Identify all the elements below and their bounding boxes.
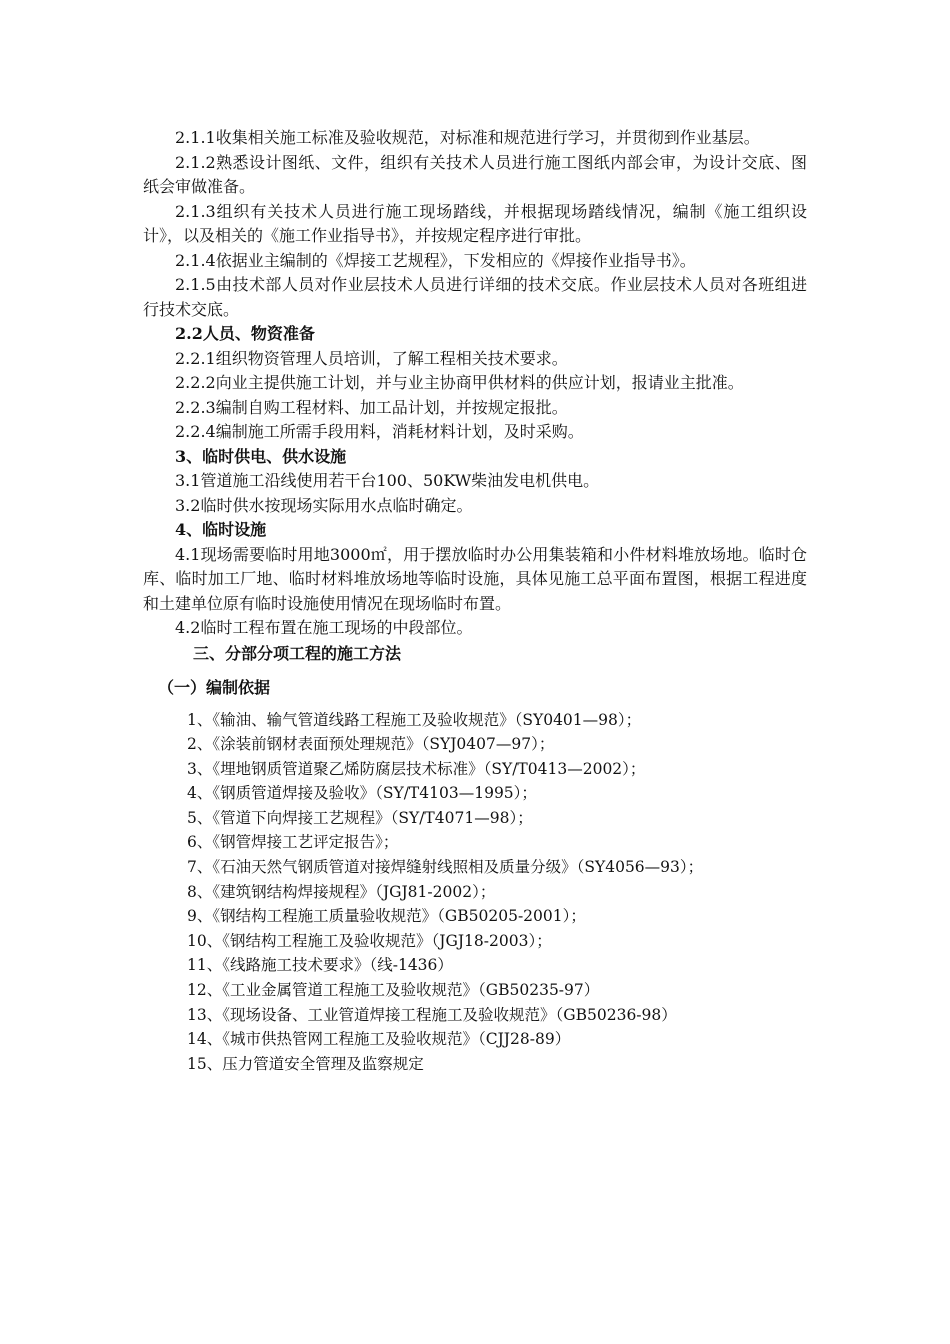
paragraph-3-2: 3.2临时供水按现场实际用水点临时确定。: [175, 495, 473, 515]
paragraph-2-2-2: 2.2.2向业主提供施工计划，并与业主协商甲供材料的供应计划，报请业主批准。: [175, 373, 744, 392]
list-item: 14、《城市供热管网工程施工及验收规范》（CJJ28-89）: [187, 1030, 571, 1049]
list-item: 4、《钢质管道焊接及验收》（SY/T4103—1995）；: [187, 784, 537, 803]
list-item: 8、《建筑钢结构焊接规程》（JGJ81-2002）；: [187, 882, 496, 901]
part-title: 三、分部分项工程的施工方法: [193, 643, 402, 663]
list-item: 15、压力管道安全管理及监察规定: [187, 1054, 424, 1073]
paragraph-2-1-3: 2.1.3组织有关技术人员进行施工现场踏线，并根据现场踏线情况，编制《施工组织设计》，以及相关的《施工作业指导书》，并按规定程序进行审批。: [143, 201, 807, 245]
list-item: 5、《管道下向焊接工艺规程》（SY/T4071—98）；: [187, 808, 533, 827]
paragraph-2-2-1: 2.2.1组织物资管理人员培训，了解工程相关技术要求。: [175, 348, 568, 368]
list-item: 1、《输油、输气管道线路工程施工及验收规范》（SY0401—98）；: [187, 710, 642, 729]
heading-3: 3、临时供电、供水设施: [175, 446, 347, 466]
paragraph-2-2-3: 2.2.3编制自购工程材料、加工品计划，并按规定报批。: [175, 397, 568, 417]
heading-2-2: 2.2人员、物资准备: [175, 324, 315, 343]
list-item: 2、《涂装前钢材表面预处理规范》（SYJ0407—97）；: [187, 735, 555, 754]
list-item: 10、《钢结构工程施工及验收规范》（JGJ18-2003）；: [187, 931, 552, 950]
reference-list: [143, 708, 807, 1077]
paragraph-4-1: 4.1现场需要临时用地3000㎡，用于摆放临时办公用集装箱和小件材料堆放场地。临时仓库、临时加工厂地、临时材料堆放场地等临时设施，具体见施工总平面布置图，根据工程进度和土建单位原有临时设施使用情况在现场临时布置。: [143, 544, 807, 613]
list-item: 11、《线路施工技术要求》（线-1436）: [187, 956, 453, 975]
paragraph-4-2: 4.2临时工程布置在施工现场的中段部位。: [175, 618, 473, 637]
paragraph-3-1: 3.1管道施工沿线使用若干台100、50KW柴油发电机供电。: [175, 471, 600, 490]
paragraph-2-1-5: 2.1.5由技术部人员对作业层技术人员进行详细的技术交底。作业层技术人员对各班组进行技术交底。: [143, 275, 807, 319]
list-item: 6、《钢管焊接工艺评定报告》；: [187, 833, 399, 852]
list-item: 9、《钢结构工程施工质量验收规范》（GB50205-2001）；: [187, 907, 586, 926]
document-page: [143, 126, 807, 1076]
list-item: 13、《现场设备、工业管道焊接工程施工及验收规范》（GB50236-98）: [187, 1005, 677, 1024]
list-item: 12、《工业金属管道工程施工及验收规范》（GB50235-97）: [187, 981, 600, 1000]
paragraph-2-1-4: 2.1.4依据业主编制的《焊接工艺规程》，下发相应的《焊接作业指导书》。: [175, 250, 696, 270]
part-subtitle: （一）编制依据: [158, 677, 271, 697]
paragraph-2-1-2: 2.1.2熟悉设计图纸、文件，组织有关技术人员进行施工图纸内部会审，为设计交底、图纸会审做准备。: [143, 152, 807, 196]
paragraph-2-1-1: 2.1.1收集相关施工标准及验收规范，对标准和规范进行学习，并贯彻到作业基层。: [175, 128, 760, 147]
list-item: 7、《石油天然气钢质管道对接焊缝射线照相及质量分级》（SY4056—93）；: [187, 858, 704, 877]
heading-4: 4、临时设施: [175, 520, 267, 539]
list-item: 3、《埋地钢质管道聚乙烯防腐层技术标准》（SY/T0413—2002）；: [187, 759, 646, 778]
paragraph-2-2-4: 2.2.4编制施工所需手段用料，消耗材料计划，及时采购。: [175, 422, 584, 441]
